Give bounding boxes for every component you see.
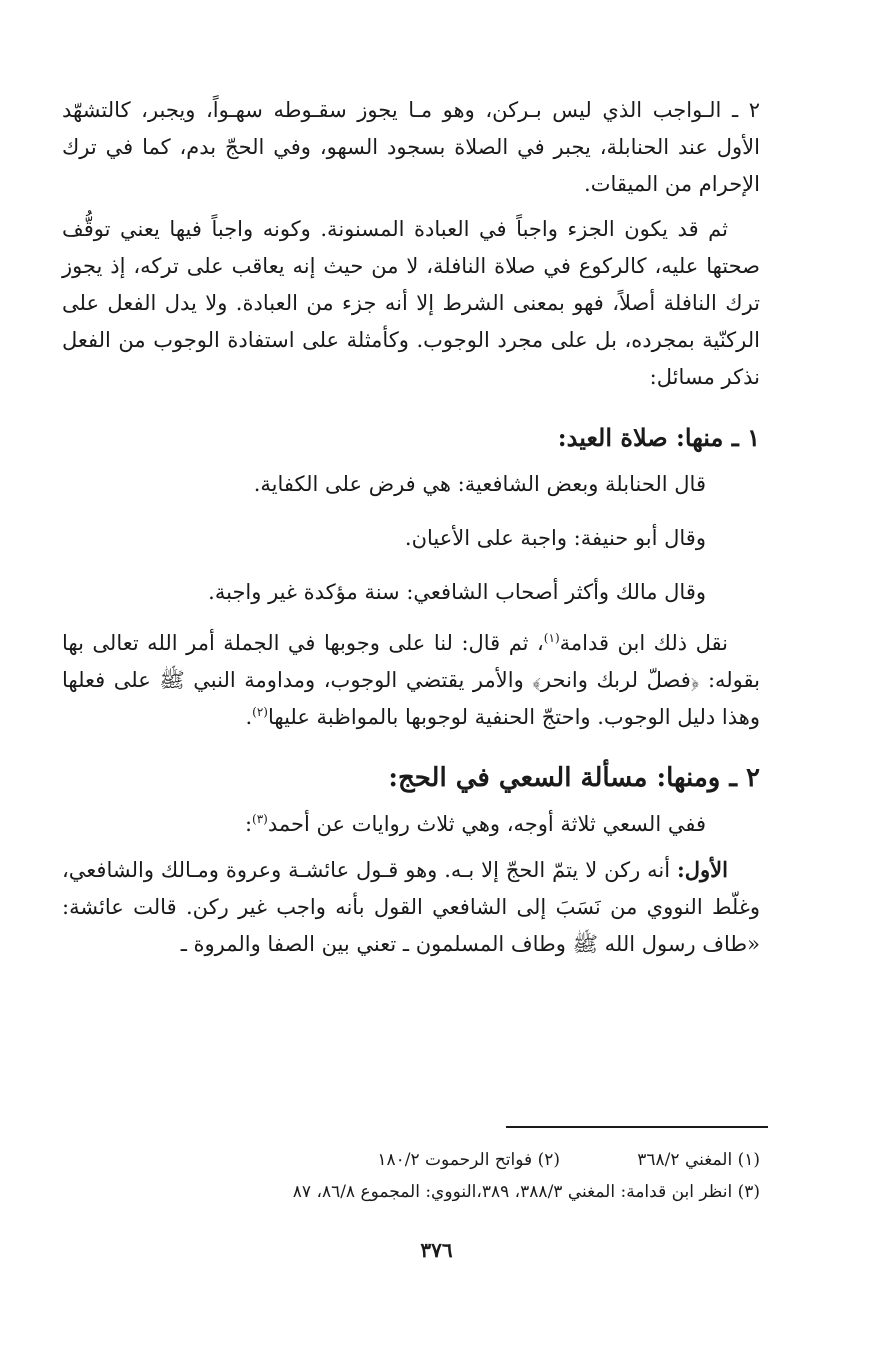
paragraph-wajib-definition: ٢ ـ الـواجب الذي ليس بـركن، وهو مـا يجوز سقـوطه سهـواً، ويجبر، كالتشهّد الأول عند الحنابلة، يجبر في الصلاة بسجود السهو، وفي الحجّ بدم، كما في ترك الإحرام من الميقات. <box>62 98 760 196</box>
paragraph-wajib-in-sunnah: ثم قد يكون الجزء واجباً في العبادة المسنونة. وكونه واجباً فيها يعني توقُّف صحتها عليه، كالركوع في صلاة النافلة، لا من حيث إنه يعاقب على تركه، إذ يجوز ترك النافلة أصلاً، فهو بمعنى الشرط إلا أنه جزء من العبادة. ولا يدل الفعل على الركنّية بمجرده، بل على مجرد الوجوب. وكأمثلة على استفادة الوجوب من الفعل نذكر مسائل: <box>62 217 760 389</box>
opinion-hanabila: قال الحنابلة وبعض الشافعية: هي فرض على الكفاية. <box>253 472 706 496</box>
page-body <box>62 92 760 963</box>
footnote-3: (٣) انظر ابن قدامة: المغني ٣٨٨/٣، ٣٨٩،النووي: المجموع ٨٦/٨، ٨٧ <box>292 1182 760 1202</box>
spacer <box>62 611 760 625</box>
paragraph-three-opinions <box>62 806 760 843</box>
footnotes <box>150 1144 760 1208</box>
opinion-malik: وقال مالك وأكثر أصحاب الشافعي: سنة مؤكدة غير واجبة. <box>208 580 706 604</box>
footnote-row <box>150 1144 760 1176</box>
footnote-ref-3[interactable]: (٣) <box>252 812 268 826</box>
spacer <box>62 736 760 758</box>
spacer <box>62 798 760 806</box>
footnote-1: (١) المغني ٣٦٨/٢ <box>637 1150 760 1170</box>
heading-sai-in-hajj: ٢ ـ ومنها: مسألة السعي في الحج: <box>388 763 760 793</box>
spacer <box>62 396 760 418</box>
spacer <box>62 458 760 466</box>
footnote-ref-2[interactable]: (٢) <box>252 705 268 719</box>
opinion-abu-hanifa: وقال أبو حنيفة: واجبة على الأعيان. <box>404 526 706 550</box>
heading-eid-prayer: ١ ـ منها: صلاة العيد: <box>557 423 760 452</box>
paragraph-first-opinion <box>62 851 760 963</box>
footnote-row <box>150 1176 760 1208</box>
page-number: ٣٧٦ <box>420 1238 453 1262</box>
paragraph-ibn-qudama <box>62 625 760 736</box>
text-run: ففي السعي ثلاثة أوجه، وهي ثلاث روايات عن أحمد <box>267 812 706 836</box>
spacer <box>62 843 760 851</box>
footnote-2: (٢) فواتح الرحموت ١٨٠/٢ <box>377 1150 560 1170</box>
lead-label-first: الأول: <box>677 857 728 882</box>
text-run: نقل ذلك ابن قدامة <box>559 631 728 655</box>
footnote-ref-1[interactable]: (١) <box>543 631 560 645</box>
text-run: ، ثم قال: لنا على وجوبها في الجملة أمر الله تعالى بها بقوله: ﴿فصلّ لربك وانحر﴾ والأمر يقتضي الوجوب، ومداومة النبي ﷺ على فعلها وهذا دليل الوجوب. واحتجّ الحنفية لوجوبها بالمواظبة عليها <box>62 631 760 729</box>
text-run: أنه ركن لا يتمّ الحجّ إلا بـه. وهو قـول عائشـة وعروة ومـالك والشافعي، وغلّط النووي من نَسَبَ إلى الشافعي القول بأنه واجب غير ركن. قالت عائشة: «طاف رسول الله ﷺ وطاف المسلمون ـ تعني بين الصفا والمروة ـ <box>62 858 760 956</box>
text-run: : <box>244 812 253 836</box>
text-run: . <box>245 705 253 729</box>
footnote-separator <box>506 1126 768 1128</box>
spacer <box>62 203 760 211</box>
